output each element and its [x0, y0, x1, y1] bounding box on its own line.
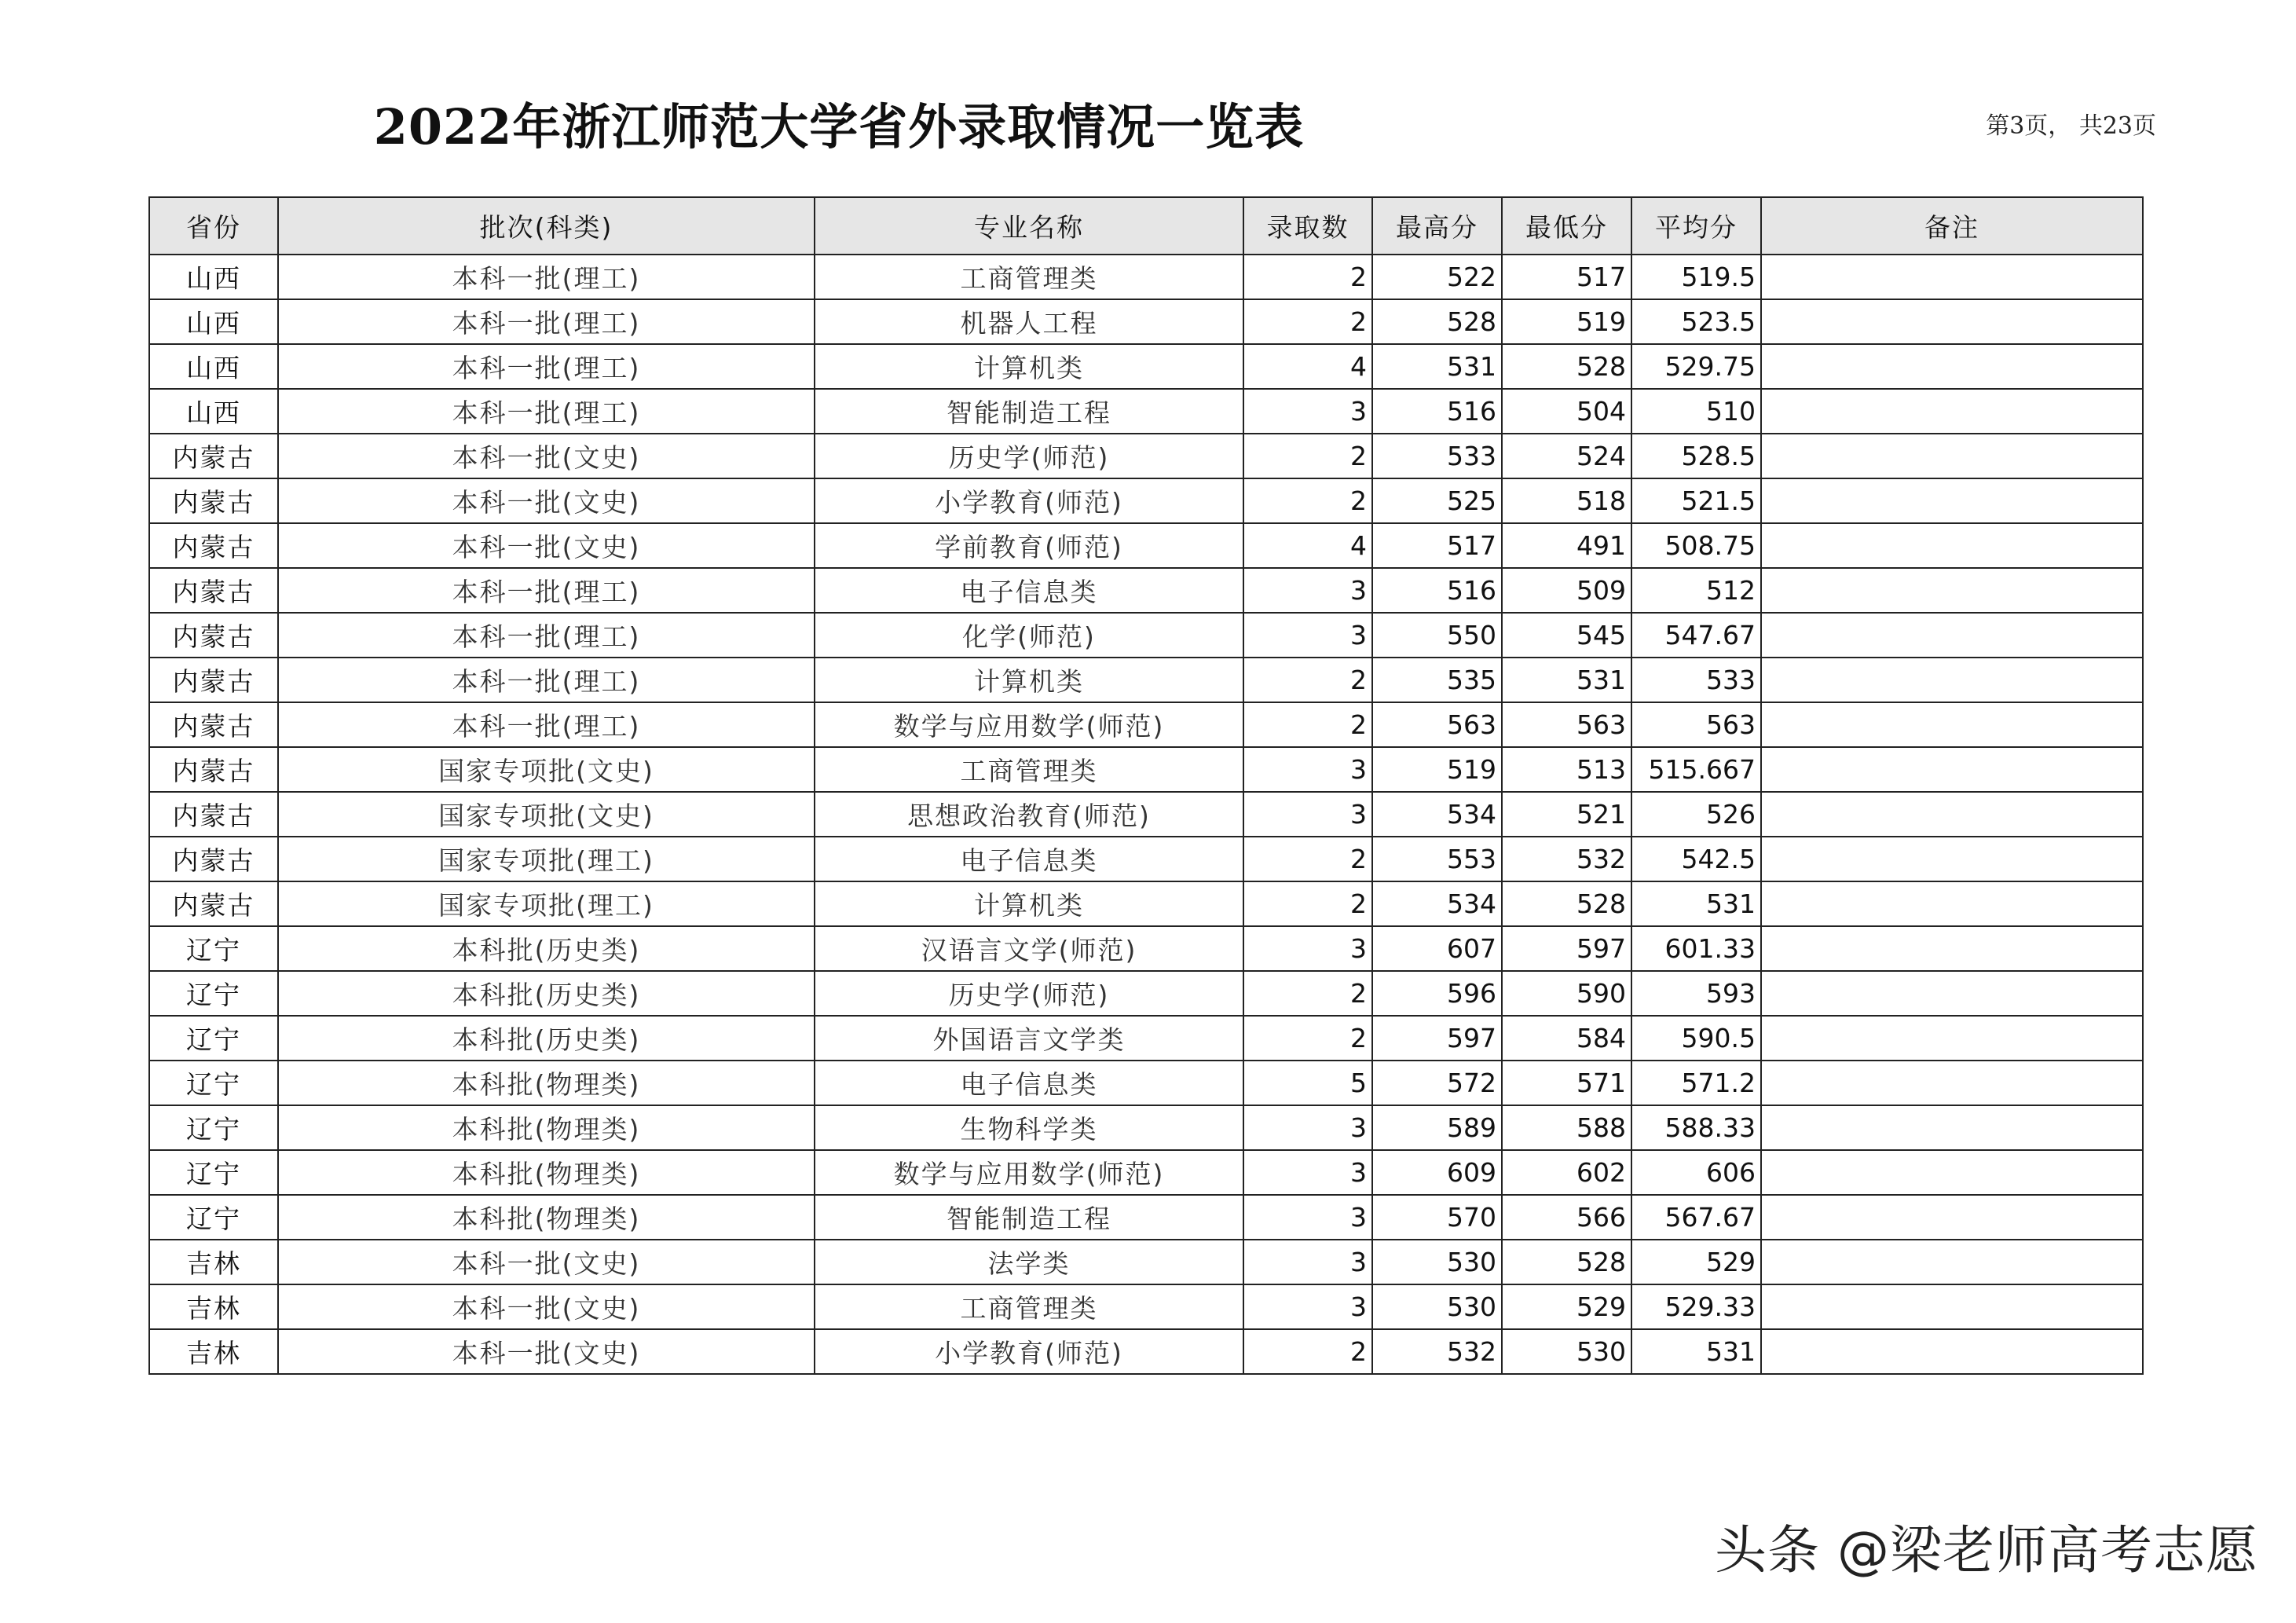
max-score-cell: 517: [1372, 523, 1502, 568]
remarks-cell: [1761, 971, 2143, 1016]
major-cell: 工商管理类: [815, 747, 1243, 792]
page-info: 第3页， 共23页: [1986, 112, 2156, 140]
table-row: [149, 523, 2143, 568]
batch-cell: 本科批(历史类): [278, 926, 815, 971]
avg-score-cell: 526: [1631, 792, 1761, 837]
document-title: 2022年浙江师范大学省外录取情况一览表: [373, 98, 1305, 156]
min-score-cell: 590: [1502, 971, 1631, 1016]
remarks-cell: [1761, 837, 2143, 881]
avg-score-cell: 528.5: [1631, 434, 1761, 478]
column-header-batch: 批次(科类): [278, 197, 815, 255]
province-cell: 内蒙古: [149, 523, 278, 568]
avg-score-cell: 531: [1631, 881, 1761, 926]
major-cell: 思想政治教育(师范): [815, 792, 1243, 837]
admitted-cell: 2: [1243, 881, 1372, 926]
batch-cell: 本科批(物理类): [278, 1150, 815, 1195]
province-cell: 辽宁: [149, 1195, 278, 1240]
province-cell: 内蒙古: [149, 613, 278, 658]
province-cell: 内蒙古: [149, 658, 278, 702]
major-cell: 电子信息类: [815, 837, 1243, 881]
max-score-cell: 597: [1372, 1016, 1502, 1061]
table-row: [149, 255, 2143, 299]
avg-score-cell: 533: [1631, 658, 1761, 702]
column-header-province: 省份: [149, 197, 278, 255]
province-cell: 内蒙古: [149, 747, 278, 792]
min-score-cell: 521: [1502, 792, 1631, 837]
max-score-cell: 609: [1372, 1150, 1502, 1195]
major-cell: 计算机类: [815, 881, 1243, 926]
admitted-cell: 3: [1243, 747, 1372, 792]
table-row: [149, 881, 2143, 926]
major-cell: 外国语言文学类: [815, 1016, 1243, 1061]
min-score-cell: 566: [1502, 1195, 1631, 1240]
remarks-cell: [1761, 658, 2143, 702]
avg-score-cell: 563: [1631, 702, 1761, 747]
remarks-cell: [1761, 344, 2143, 389]
province-cell: 内蒙古: [149, 568, 278, 613]
batch-cell: 国家专项批(理工): [278, 837, 815, 881]
batch-cell: 本科一批(文史): [278, 434, 815, 478]
major-cell: 历史学(师范): [815, 434, 1243, 478]
avg-score-cell: 510: [1631, 389, 1761, 434]
province-cell: 山西: [149, 299, 278, 344]
major-cell: 电子信息类: [815, 568, 1243, 613]
major-cell: 化学(师范): [815, 613, 1243, 658]
batch-cell: 本科一批(理工): [278, 344, 815, 389]
remarks-cell: [1761, 702, 2143, 747]
remarks-cell: [1761, 613, 2143, 658]
table-row: [149, 926, 2143, 971]
province-cell: 辽宁: [149, 971, 278, 1016]
min-score-cell: 518: [1502, 478, 1631, 523]
province-cell: 吉林: [149, 1240, 278, 1284]
batch-cell: 本科一批(理工): [278, 299, 815, 344]
min-score-cell: 504: [1502, 389, 1631, 434]
admitted-cell: 3: [1243, 1195, 1372, 1240]
avg-score-cell: 519.5: [1631, 255, 1761, 299]
province-cell: 辽宁: [149, 1061, 278, 1105]
table-row: [149, 344, 2143, 389]
max-score-cell: 533: [1372, 434, 1502, 478]
major-cell: 工商管理类: [815, 1284, 1243, 1329]
remarks-cell: [1761, 568, 2143, 613]
major-cell: 计算机类: [815, 658, 1243, 702]
admitted-cell: 2: [1243, 1329, 1372, 1374]
admitted-cell: 3: [1243, 1105, 1372, 1150]
min-score-cell: 602: [1502, 1150, 1631, 1195]
admitted-cell: 3: [1243, 1284, 1372, 1329]
max-score-cell: 531: [1372, 344, 1502, 389]
max-score-cell: 530: [1372, 1284, 1502, 1329]
admitted-cell: 3: [1243, 792, 1372, 837]
batch-cell: 本科批(物理类): [278, 1061, 815, 1105]
remarks-cell: [1761, 523, 2143, 568]
avg-score-cell: 593: [1631, 971, 1761, 1016]
table-row: [149, 1329, 2143, 1374]
min-score-cell: 571: [1502, 1061, 1631, 1105]
remarks-cell: [1761, 478, 2143, 523]
admitted-cell: 3: [1243, 1240, 1372, 1284]
major-cell: 智能制造工程: [815, 1195, 1243, 1240]
province-cell: 内蒙古: [149, 881, 278, 926]
max-score-cell: 534: [1372, 881, 1502, 926]
max-score-cell: 525: [1372, 478, 1502, 523]
batch-cell: 本科批(物理类): [278, 1195, 815, 1240]
remarks-cell: [1761, 299, 2143, 344]
column-header-remarks: 备注: [1761, 197, 2143, 255]
table-row: [149, 971, 2143, 1016]
batch-cell: 本科一批(理工): [278, 658, 815, 702]
avg-score-cell: 606: [1631, 1150, 1761, 1195]
batch-cell: 本科一批(文史): [278, 1284, 815, 1329]
province-cell: 内蒙古: [149, 702, 278, 747]
min-score-cell: 545: [1502, 613, 1631, 658]
table-row: [149, 613, 2143, 658]
province-cell: 内蒙古: [149, 792, 278, 837]
column-header-admitted: 录取数: [1243, 197, 1372, 255]
table-row: [149, 1150, 2143, 1195]
min-score-cell: 491: [1502, 523, 1631, 568]
remarks-cell: [1761, 1240, 2143, 1284]
max-score-cell: 563: [1372, 702, 1502, 747]
max-score-cell: 519: [1372, 747, 1502, 792]
table-header-row: [149, 197, 2143, 255]
major-cell: 生物科学类: [815, 1105, 1243, 1150]
column-header-avg-score: 平均分: [1631, 197, 1761, 255]
table-row: [149, 1240, 2143, 1284]
watermark: 头条 @梁老师高考志愿: [1715, 1520, 2258, 1581]
admitted-cell: 4: [1243, 523, 1372, 568]
avg-score-cell: 508.75: [1631, 523, 1761, 568]
max-score-cell: 522: [1372, 255, 1502, 299]
remarks-cell: [1761, 1150, 2143, 1195]
batch-cell: 本科批(历史类): [278, 971, 815, 1016]
max-score-cell: 607: [1372, 926, 1502, 971]
max-score-cell: 596: [1372, 971, 1502, 1016]
admitted-cell: 2: [1243, 1016, 1372, 1061]
remarks-cell: [1761, 1105, 2143, 1150]
province-cell: 辽宁: [149, 926, 278, 971]
remarks-cell: [1761, 1195, 2143, 1240]
table-row: [149, 1016, 2143, 1061]
remarks-cell: [1761, 1061, 2143, 1105]
batch-cell: 本科一批(文史): [278, 1240, 815, 1284]
max-score-cell: 532: [1372, 1329, 1502, 1374]
major-cell: 数学与应用数学(师范): [815, 1150, 1243, 1195]
admitted-cell: 2: [1243, 434, 1372, 478]
avg-score-cell: 512: [1631, 568, 1761, 613]
table-row: [149, 299, 2143, 344]
major-cell: 智能制造工程: [815, 389, 1243, 434]
max-score-cell: 530: [1372, 1240, 1502, 1284]
max-score-cell: 534: [1372, 792, 1502, 837]
avg-score-cell: 542.5: [1631, 837, 1761, 881]
admitted-cell: 3: [1243, 1150, 1372, 1195]
table-row: [149, 837, 2143, 881]
province-cell: 山西: [149, 255, 278, 299]
avg-score-cell: 571.2: [1631, 1061, 1761, 1105]
batch-cell: 本科一批(理工): [278, 568, 815, 613]
min-score-cell: 529: [1502, 1284, 1631, 1329]
min-score-cell: 509: [1502, 568, 1631, 613]
table-row: [149, 747, 2143, 792]
remarks-cell: [1761, 1329, 2143, 1374]
province-cell: 内蒙古: [149, 478, 278, 523]
province-cell: 辽宁: [149, 1105, 278, 1150]
max-score-cell: 516: [1372, 568, 1502, 613]
min-score-cell: 528: [1502, 881, 1631, 926]
remarks-cell: [1761, 1284, 2143, 1329]
avg-score-cell: 601.33: [1631, 926, 1761, 971]
major-cell: 学前教育(师范): [815, 523, 1243, 568]
major-cell: 数学与应用数学(师范): [815, 702, 1243, 747]
avg-score-cell: 588.33: [1631, 1105, 1761, 1150]
major-cell: 电子信息类: [815, 1061, 1243, 1105]
table-row: [149, 478, 2143, 523]
min-score-cell: 563: [1502, 702, 1631, 747]
table-row: [149, 1195, 2143, 1240]
avg-score-cell: 567.67: [1631, 1195, 1761, 1240]
batch-cell: 本科批(历史类): [278, 1016, 815, 1061]
remarks-cell: [1761, 1016, 2143, 1061]
min-score-cell: 530: [1502, 1329, 1631, 1374]
major-cell: 工商管理类: [815, 255, 1243, 299]
max-score-cell: 528: [1372, 299, 1502, 344]
table-row: [149, 568, 2143, 613]
admission-table: [148, 196, 2144, 1375]
min-score-cell: 532: [1502, 837, 1631, 881]
province-cell: 山西: [149, 344, 278, 389]
remarks-cell: [1761, 881, 2143, 926]
max-score-cell: 570: [1372, 1195, 1502, 1240]
min-score-cell: 513: [1502, 747, 1631, 792]
major-cell: 历史学(师范): [815, 971, 1243, 1016]
min-score-cell: 597: [1502, 926, 1631, 971]
avg-score-cell: 590.5: [1631, 1016, 1761, 1061]
remarks-cell: [1761, 926, 2143, 971]
avg-score-cell: 523.5: [1631, 299, 1761, 344]
remarks-cell: [1761, 792, 2143, 837]
max-score-cell: 589: [1372, 1105, 1502, 1150]
column-header-min-score: 最低分: [1502, 197, 1631, 255]
batch-cell: 本科一批(理工): [278, 613, 815, 658]
table-row: [149, 792, 2143, 837]
batch-cell: 国家专项批(理工): [278, 881, 815, 926]
province-cell: 内蒙古: [149, 837, 278, 881]
batch-cell: 本科一批(理工): [278, 255, 815, 299]
avg-score-cell: 515.667: [1631, 747, 1761, 792]
avg-score-cell: 529.75: [1631, 344, 1761, 389]
province-cell: 辽宁: [149, 1150, 278, 1195]
province-cell: 吉林: [149, 1329, 278, 1374]
table-row: [149, 389, 2143, 434]
avg-score-cell: 529: [1631, 1240, 1761, 1284]
admitted-cell: 4: [1243, 344, 1372, 389]
admitted-cell: 2: [1243, 478, 1372, 523]
avg-score-cell: 529.33: [1631, 1284, 1761, 1329]
max-score-cell: 535: [1372, 658, 1502, 702]
admitted-cell: 2: [1243, 658, 1372, 702]
min-score-cell: 528: [1502, 344, 1631, 389]
batch-cell: 本科一批(文史): [278, 478, 815, 523]
avg-score-cell: 521.5: [1631, 478, 1761, 523]
admitted-cell: 2: [1243, 971, 1372, 1016]
batch-cell: 本科一批(文史): [278, 523, 815, 568]
min-score-cell: 584: [1502, 1016, 1631, 1061]
batch-cell: 本科批(物理类): [278, 1105, 815, 1150]
admitted-cell: 3: [1243, 613, 1372, 658]
min-score-cell: 519: [1502, 299, 1631, 344]
table-body: [149, 255, 2143, 1374]
province-cell: 吉林: [149, 1284, 278, 1329]
min-score-cell: 588: [1502, 1105, 1631, 1150]
major-cell: 法学类: [815, 1240, 1243, 1284]
batch-cell: 本科一批(理工): [278, 389, 815, 434]
remarks-cell: [1761, 747, 2143, 792]
table-row: [149, 1284, 2143, 1329]
admitted-cell: 3: [1243, 389, 1372, 434]
admitted-cell: 3: [1243, 568, 1372, 613]
table-row: [149, 434, 2143, 478]
major-cell: 小学教育(师范): [815, 478, 1243, 523]
min-score-cell: 531: [1502, 658, 1631, 702]
batch-cell: 国家专项批(文史): [278, 747, 815, 792]
major-cell: 汉语言文学(师范): [815, 926, 1243, 971]
batch-cell: 本科一批(文史): [278, 1329, 815, 1374]
min-score-cell: 517: [1502, 255, 1631, 299]
min-score-cell: 524: [1502, 434, 1631, 478]
province-cell: 辽宁: [149, 1016, 278, 1061]
admitted-cell: 5: [1243, 1061, 1372, 1105]
table-row: [149, 1061, 2143, 1105]
remarks-cell: [1761, 255, 2143, 299]
major-cell: 小学教育(师范): [815, 1329, 1243, 1374]
table-row: [149, 1105, 2143, 1150]
batch-cell: 国家专项批(文史): [278, 792, 815, 837]
max-score-cell: 550: [1372, 613, 1502, 658]
admitted-cell: 3: [1243, 926, 1372, 971]
column-header-major: 专业名称: [815, 197, 1243, 255]
major-cell: 计算机类: [815, 344, 1243, 389]
avg-score-cell: 547.67: [1631, 613, 1761, 658]
min-score-cell: 528: [1502, 1240, 1631, 1284]
column-header-max-score: 最高分: [1372, 197, 1502, 255]
max-score-cell: 516: [1372, 389, 1502, 434]
remarks-cell: [1761, 434, 2143, 478]
admitted-cell: 2: [1243, 837, 1372, 881]
admitted-cell: 2: [1243, 255, 1372, 299]
batch-cell: 本科一批(理工): [278, 702, 815, 747]
max-score-cell: 553: [1372, 837, 1502, 881]
remarks-cell: [1761, 389, 2143, 434]
admitted-cell: 2: [1243, 702, 1372, 747]
major-cell: 机器人工程: [815, 299, 1243, 344]
table-row: [149, 702, 2143, 747]
table-row: [149, 658, 2143, 702]
admitted-cell: 2: [1243, 299, 1372, 344]
max-score-cell: 572: [1372, 1061, 1502, 1105]
avg-score-cell: 531: [1631, 1329, 1761, 1374]
province-cell: 山西: [149, 389, 278, 434]
province-cell: 内蒙古: [149, 434, 278, 478]
